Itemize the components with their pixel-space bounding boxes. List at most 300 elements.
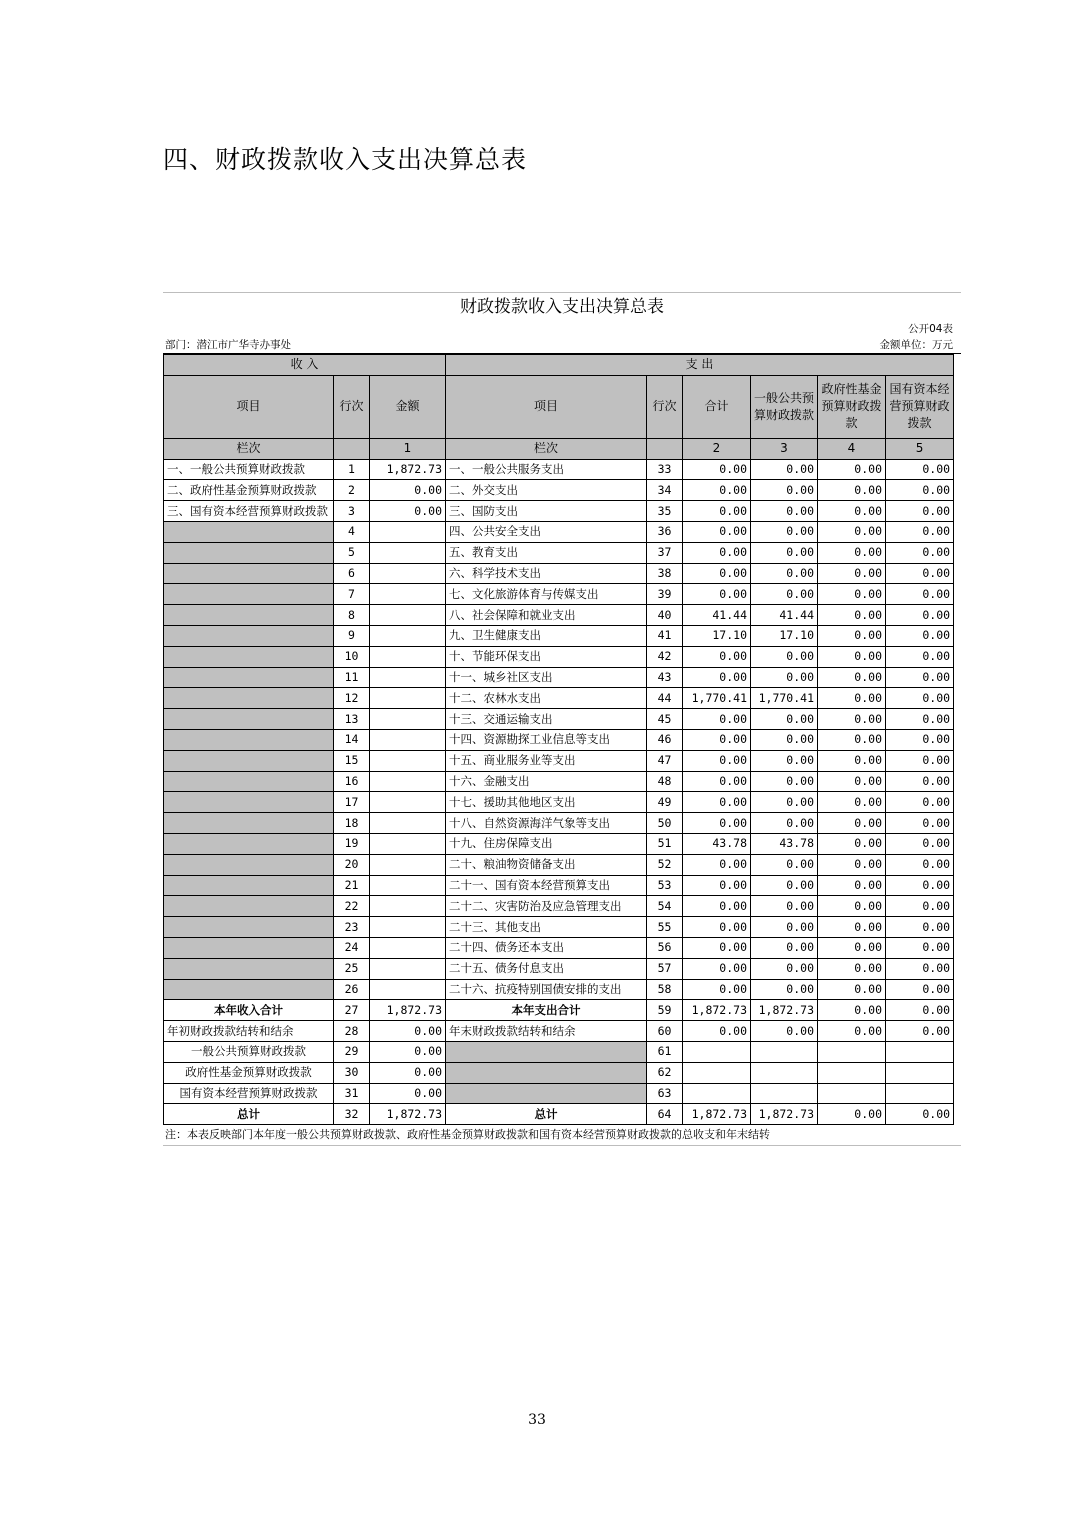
expense-item: 二、外交支出	[446, 480, 647, 501]
carry-state-value: 0.00	[886, 1021, 954, 1042]
state-capital-value: 0.00	[886, 521, 954, 542]
fund-budget-value: 0.00	[818, 875, 886, 896]
table-row	[164, 625, 954, 646]
expense-item: 二十六、抗疫特别国债安排的支出	[446, 979, 647, 1000]
state-capital-value: 0.00	[886, 979, 954, 1000]
fund-budget-value: 0.00	[818, 854, 886, 875]
general-budget-value: 0.00	[751, 958, 818, 979]
state-capital-value: 0.00	[886, 896, 954, 917]
expense-total: 0.00	[683, 584, 751, 605]
expense-item: 八、社会保障和就业支出	[446, 605, 647, 626]
income-item	[164, 937, 334, 958]
carry-income-row-number: 31	[334, 1083, 370, 1104]
income-amount	[370, 709, 446, 730]
fiscal-table	[163, 354, 954, 1125]
income-item	[164, 917, 334, 938]
income-total-label: 本年收入合计	[164, 1000, 334, 1021]
expense-total: 43.78	[683, 833, 751, 854]
state-capital-value: 0.00	[886, 605, 954, 626]
expense-item: 十二、农林水支出	[446, 688, 647, 709]
expense-row-number: 55	[647, 917, 683, 938]
state-capital-value: 0.00	[886, 542, 954, 563]
expense-item: 十四、资源勘探工业信息等支出	[446, 729, 647, 750]
expense-item: 六、科学技术支出	[446, 563, 647, 584]
col-number-3: 3	[751, 438, 818, 459]
expense-total: 0.00	[683, 521, 751, 542]
expense-row-number: 53	[647, 875, 683, 896]
general-budget-value: 0.00	[751, 771, 818, 792]
expense-item: 一、一般公共服务支出	[446, 459, 647, 480]
carry-income-item: 政府性基金预算财政拨款	[164, 1062, 334, 1083]
department-label: 部门：潜江市广华寺办事处	[165, 339, 291, 351]
general-budget-value: 0.00	[751, 854, 818, 875]
carry-general-value	[751, 1083, 818, 1104]
income-row-number: 19	[334, 833, 370, 854]
income-item	[164, 771, 334, 792]
general-budget-value: 17.10	[751, 625, 818, 646]
form-code-row	[163, 321, 961, 337]
grand-total-fund: 0.00	[818, 1104, 886, 1125]
expense-row-number: 50	[647, 813, 683, 834]
general-budget-value: 0.00	[751, 896, 818, 917]
table-row	[164, 813, 954, 834]
income-item: 三、国有资本经营预算财政拨款	[164, 501, 334, 522]
general-budget-value: 0.00	[751, 542, 818, 563]
income-total-row-number: 27	[334, 1000, 370, 1021]
grand-total-income-label: 总计	[164, 1104, 334, 1125]
table-row	[164, 833, 954, 854]
expense-item: 五、教育支出	[446, 542, 647, 563]
carry-general-value	[751, 1062, 818, 1083]
income-item	[164, 750, 334, 771]
fund-budget-value: 0.00	[818, 729, 886, 750]
carry-expense-item: 年末财政拨款结转和结余	[446, 1021, 647, 1042]
table-row	[164, 896, 954, 917]
carry-income-row-number: 30	[334, 1062, 370, 1083]
table-row	[164, 459, 954, 480]
carry-income-amount: 0.00	[370, 1041, 446, 1062]
fund-budget-header: 政府性基金预算财政拨款	[818, 375, 886, 438]
expense-item: 十、节能环保支出	[446, 646, 647, 667]
fund-budget-value: 0.00	[818, 750, 886, 771]
general-budget-value: 0.00	[751, 792, 818, 813]
carry-row	[164, 1083, 954, 1104]
income-item	[164, 792, 334, 813]
state-capital-value: 0.00	[886, 729, 954, 750]
carry-income-item: 年初财政拨款结转和结余	[164, 1021, 334, 1042]
income-amount	[370, 667, 446, 688]
col-label-income: 栏次	[164, 438, 334, 459]
income-amount	[370, 750, 446, 771]
income-row-number: 26	[334, 979, 370, 1000]
income-item	[164, 584, 334, 605]
carry-expense-item	[446, 1062, 647, 1083]
income-row-number: 6	[334, 563, 370, 584]
income-row-number: 23	[334, 917, 370, 938]
income-row-number: 14	[334, 729, 370, 750]
income-item	[164, 521, 334, 542]
income-row-number: 18	[334, 813, 370, 834]
income-item	[164, 958, 334, 979]
income-item	[164, 667, 334, 688]
state-capital-value: 0.00	[886, 688, 954, 709]
fund-budget-value: 0.00	[818, 833, 886, 854]
general-budget-value: 0.00	[751, 459, 818, 480]
expense-row-number: 51	[647, 833, 683, 854]
expense-item: 十三、交通运输支出	[446, 709, 647, 730]
income-item	[164, 813, 334, 834]
expense-total: 0.00	[683, 896, 751, 917]
expense-total-fund: 0.00	[818, 1000, 886, 1021]
income-item	[164, 729, 334, 750]
section-header-row	[164, 355, 954, 376]
expense-row-number: 39	[647, 584, 683, 605]
carry-income-amount: 0.00	[370, 1062, 446, 1083]
expense-total: 0.00	[683, 480, 751, 501]
expense-total: 0.00	[683, 709, 751, 730]
table-title: 财政拨款收入支出决算总表	[163, 292, 961, 321]
expense-row-number: 45	[647, 709, 683, 730]
expense-row-number: 41	[647, 625, 683, 646]
grand-total-state: 0.00	[886, 1104, 954, 1125]
income-row-number: 13	[334, 709, 370, 730]
income-row-number: 22	[334, 896, 370, 917]
fund-budget-value: 0.00	[818, 667, 886, 688]
expense-total: 0.00	[683, 875, 751, 896]
table-row	[164, 501, 954, 522]
income-amount	[370, 688, 446, 709]
grand-total-sum: 1,872.73	[683, 1104, 751, 1125]
expense-row-number: 34	[647, 480, 683, 501]
fund-budget-value: 0.00	[818, 771, 886, 792]
expense-item-header: 项目	[446, 375, 647, 438]
income-row-number: 3	[334, 501, 370, 522]
income-amount	[370, 792, 446, 813]
expense-total: 1,770.41	[683, 688, 751, 709]
fund-budget-value: 0.00	[818, 459, 886, 480]
general-budget-value: 0.00	[751, 521, 818, 542]
expense-total-row-number: 59	[647, 1000, 683, 1021]
income-amount	[370, 833, 446, 854]
table-row	[164, 792, 954, 813]
column-header-row	[164, 375, 954, 438]
general-budget-value: 0.00	[751, 584, 818, 605]
income-row-number: 10	[334, 646, 370, 667]
table-row	[164, 729, 954, 750]
expense-item: 二十四、债务还本支出	[446, 937, 647, 958]
expense-row-number: 44	[647, 688, 683, 709]
expense-row-number: 33	[647, 459, 683, 480]
expense-row-number: 42	[647, 646, 683, 667]
general-budget-value: 0.00	[751, 729, 818, 750]
carry-fund-value	[818, 1041, 886, 1062]
income-row-number: 1	[334, 459, 370, 480]
table-row	[164, 875, 954, 896]
annual-total-row	[164, 1000, 954, 1021]
col-blank-1	[334, 438, 370, 459]
expense-total: 0.00	[683, 729, 751, 750]
income-item	[164, 979, 334, 1000]
budget-sheet	[163, 292, 961, 1146]
table-row	[164, 584, 954, 605]
expense-row-number: 54	[647, 896, 683, 917]
carry-expense-row-number: 60	[647, 1021, 683, 1042]
fund-budget-value: 0.00	[818, 501, 886, 522]
expense-row-number: 35	[647, 501, 683, 522]
table-note: 注：本表反映部门本年度一般公共预算财政拨款、政府性基金预算财政拨款和国有资本经营预算财政拨款的总收支和年末结转	[163, 1125, 961, 1146]
income-amount	[370, 813, 446, 834]
expense-total: 0.00	[683, 792, 751, 813]
grand-total-expense-label: 总计	[446, 1104, 647, 1125]
income-row-number: 17	[334, 792, 370, 813]
carry-expense-item	[446, 1041, 647, 1062]
income-total-amount: 1,872.73	[370, 1000, 446, 1021]
col-number-5: 5	[886, 438, 954, 459]
fund-budget-value: 0.00	[818, 542, 886, 563]
income-item: 二、政府性基金预算财政拨款	[164, 480, 334, 501]
expense-item: 九、卫生健康支出	[446, 625, 647, 646]
expense-total-sum: 1,872.73	[683, 1000, 751, 1021]
carry-expense-row-number: 63	[647, 1083, 683, 1104]
carry-income-item: 一般公共预算财政拨款	[164, 1041, 334, 1062]
general-budget-value: 41.44	[751, 605, 818, 626]
general-budget-value: 1,770.41	[751, 688, 818, 709]
state-capital-value: 0.00	[886, 480, 954, 501]
table-row	[164, 937, 954, 958]
fund-budget-value: 0.00	[818, 688, 886, 709]
state-capital-value: 0.00	[886, 584, 954, 605]
fund-budget-value: 0.00	[818, 917, 886, 938]
expense-item: 十八、自然资源海洋气象等支出	[446, 813, 647, 834]
table-row	[164, 688, 954, 709]
expense-row-number: 48	[647, 771, 683, 792]
expense-item: 二十三、其他支出	[446, 917, 647, 938]
income-amount	[370, 521, 446, 542]
expense-row-number: 52	[647, 854, 683, 875]
expense-row-number: 56	[647, 937, 683, 958]
expense-row-number: 58	[647, 979, 683, 1000]
table-row	[164, 771, 954, 792]
grand-total-general: 1,872.73	[751, 1104, 818, 1125]
carry-general-value: 0.00	[751, 1021, 818, 1042]
expense-total-label: 本年支出合计	[446, 1000, 647, 1021]
unit-label: 金额单位：万元	[879, 339, 953, 351]
state-capital-value: 0.00	[886, 854, 954, 875]
carry-expense-total	[683, 1041, 751, 1062]
state-capital-value: 0.00	[886, 667, 954, 688]
expense-row-number: 47	[647, 750, 683, 771]
carry-state-value	[886, 1083, 954, 1104]
state-capital-value: 0.00	[886, 813, 954, 834]
carry-state-value	[886, 1062, 954, 1083]
income-item	[164, 646, 334, 667]
expense-total: 0.00	[683, 646, 751, 667]
state-capital-value: 0.00	[886, 709, 954, 730]
fund-budget-value: 0.00	[818, 584, 886, 605]
expense-item: 二十一、国有资本经营预算支出	[446, 875, 647, 896]
fund-budget-value: 0.00	[818, 521, 886, 542]
fund-budget-value: 0.00	[818, 480, 886, 501]
state-capital-value: 0.00	[886, 646, 954, 667]
grand-total-income-amount: 1,872.73	[370, 1104, 446, 1125]
carry-income-amount: 0.00	[370, 1083, 446, 1104]
expense-item: 二十五、债务付息支出	[446, 958, 647, 979]
carry-expense-row-number: 62	[647, 1062, 683, 1083]
col-number-1: 1	[370, 438, 446, 459]
income-amount	[370, 875, 446, 896]
fund-budget-value: 0.00	[818, 813, 886, 834]
expense-item: 十五、商业服务业等支出	[446, 750, 647, 771]
expense-total: 0.00	[683, 854, 751, 875]
state-capital-value: 0.00	[886, 875, 954, 896]
income-amount: 0.00	[370, 501, 446, 522]
table-row	[164, 521, 954, 542]
carry-row	[164, 1062, 954, 1083]
fund-budget-value: 0.00	[818, 646, 886, 667]
income-amount	[370, 771, 446, 792]
grand-total-income-row-number: 32	[334, 1104, 370, 1125]
table-row	[164, 605, 954, 626]
table-row	[164, 667, 954, 688]
income-amount: 1,872.73	[370, 459, 446, 480]
col-number-2: 2	[683, 438, 751, 459]
table-row	[164, 750, 954, 771]
department-row	[163, 337, 961, 354]
expense-total: 0.00	[683, 979, 751, 1000]
fund-budget-value: 0.00	[818, 792, 886, 813]
general-budget-value: 43.78	[751, 833, 818, 854]
grand-total-expense-row-number: 64	[647, 1104, 683, 1125]
state-capital-value: 0.00	[886, 917, 954, 938]
income-amount	[370, 854, 446, 875]
state-capital-value: 0.00	[886, 958, 954, 979]
col-blank-2	[647, 438, 683, 459]
state-capital-value: 0.00	[886, 625, 954, 646]
table-row	[164, 480, 954, 501]
income-row-number: 7	[334, 584, 370, 605]
expense-total-general: 1,872.73	[751, 1000, 818, 1021]
table-row	[164, 542, 954, 563]
expense-total: 17.10	[683, 625, 751, 646]
income-row-number: 16	[334, 771, 370, 792]
carry-income-row-number: 28	[334, 1021, 370, 1042]
state-capital-value: 0.00	[886, 771, 954, 792]
income-item-header: 项目	[164, 375, 334, 438]
state-capital-value: 0.00	[886, 563, 954, 584]
income-item	[164, 854, 334, 875]
fund-budget-value: 0.00	[818, 979, 886, 1000]
income-amount	[370, 958, 446, 979]
general-budget-value: 0.00	[751, 875, 818, 896]
table-row	[164, 958, 954, 979]
income-item	[164, 542, 334, 563]
general-budget-value: 0.00	[751, 501, 818, 522]
fund-budget-value: 0.00	[818, 563, 886, 584]
carry-state-value	[886, 1041, 954, 1062]
income-row-number: 21	[334, 875, 370, 896]
state-capital-value: 0.00	[886, 833, 954, 854]
expense-total-header: 合计	[683, 375, 751, 438]
table-row	[164, 917, 954, 938]
income-item	[164, 625, 334, 646]
carry-row	[164, 1041, 954, 1062]
carry-fund-value: 0.00	[818, 1021, 886, 1042]
general-budget-value: 0.00	[751, 709, 818, 730]
income-row-number: 20	[334, 854, 370, 875]
carry-expense-total	[683, 1083, 751, 1104]
carry-income-amount: 0.00	[370, 1021, 446, 1042]
general-budget-value: 0.00	[751, 937, 818, 958]
fund-budget-value: 0.00	[818, 625, 886, 646]
income-rowno-header: 行次	[334, 375, 370, 438]
fund-budget-value: 0.00	[818, 709, 886, 730]
page-heading: 四、财政拨款收入支出决算总表	[163, 145, 528, 174]
income-amount	[370, 917, 446, 938]
income-amount	[370, 584, 446, 605]
income-item	[164, 563, 334, 584]
general-budget-header: 一般公共预算财政拨款	[751, 375, 818, 438]
expense-item: 十九、住房保障支出	[446, 833, 647, 854]
carry-row	[164, 1021, 954, 1042]
expense-item: 十六、金融支出	[446, 771, 647, 792]
income-amount	[370, 979, 446, 1000]
income-item	[164, 709, 334, 730]
expense-total: 41.44	[683, 605, 751, 626]
expense-item: 三、国防支出	[446, 501, 647, 522]
expense-item: 七、文化旅游体育与传媒支出	[446, 584, 647, 605]
income-amount	[370, 542, 446, 563]
income-section-header: 收 入	[164, 355, 446, 376]
income-amount	[370, 896, 446, 917]
carry-expense-total: 0.00	[683, 1021, 751, 1042]
fund-budget-value: 0.00	[818, 958, 886, 979]
col-number-4: 4	[818, 438, 886, 459]
income-item	[164, 688, 334, 709]
expense-total-state: 0.00	[886, 1000, 954, 1021]
income-item	[164, 833, 334, 854]
state-capital-header: 国有资本经营预算财政拨款	[886, 375, 954, 438]
general-budget-value: 0.00	[751, 667, 818, 688]
expense-total: 0.00	[683, 750, 751, 771]
income-row-number: 24	[334, 937, 370, 958]
expense-row-number: 49	[647, 792, 683, 813]
carry-expense-total	[683, 1062, 751, 1083]
expense-total: 0.00	[683, 771, 751, 792]
expense-row-number: 46	[647, 729, 683, 750]
fund-budget-value: 0.00	[818, 896, 886, 917]
expense-row-number: 43	[647, 667, 683, 688]
grand-total-row	[164, 1104, 954, 1125]
income-row-number: 15	[334, 750, 370, 771]
expense-row-number: 36	[647, 521, 683, 542]
expense-section-header: 支 出	[446, 355, 954, 376]
expense-row-number: 40	[647, 605, 683, 626]
col-label-expense: 栏次	[446, 438, 647, 459]
income-item	[164, 896, 334, 917]
general-budget-value: 0.00	[751, 480, 818, 501]
expense-row-number: 37	[647, 542, 683, 563]
income-amount-header: 金额	[370, 375, 446, 438]
general-budget-value: 0.00	[751, 917, 818, 938]
state-capital-value: 0.00	[886, 501, 954, 522]
general-budget-value: 0.00	[751, 646, 818, 667]
fund-budget-value: 0.00	[818, 937, 886, 958]
table-row	[164, 563, 954, 584]
general-budget-value: 0.00	[751, 750, 818, 771]
income-amount	[370, 563, 446, 584]
general-budget-value: 0.00	[751, 563, 818, 584]
fund-budget-value: 0.00	[818, 605, 886, 626]
